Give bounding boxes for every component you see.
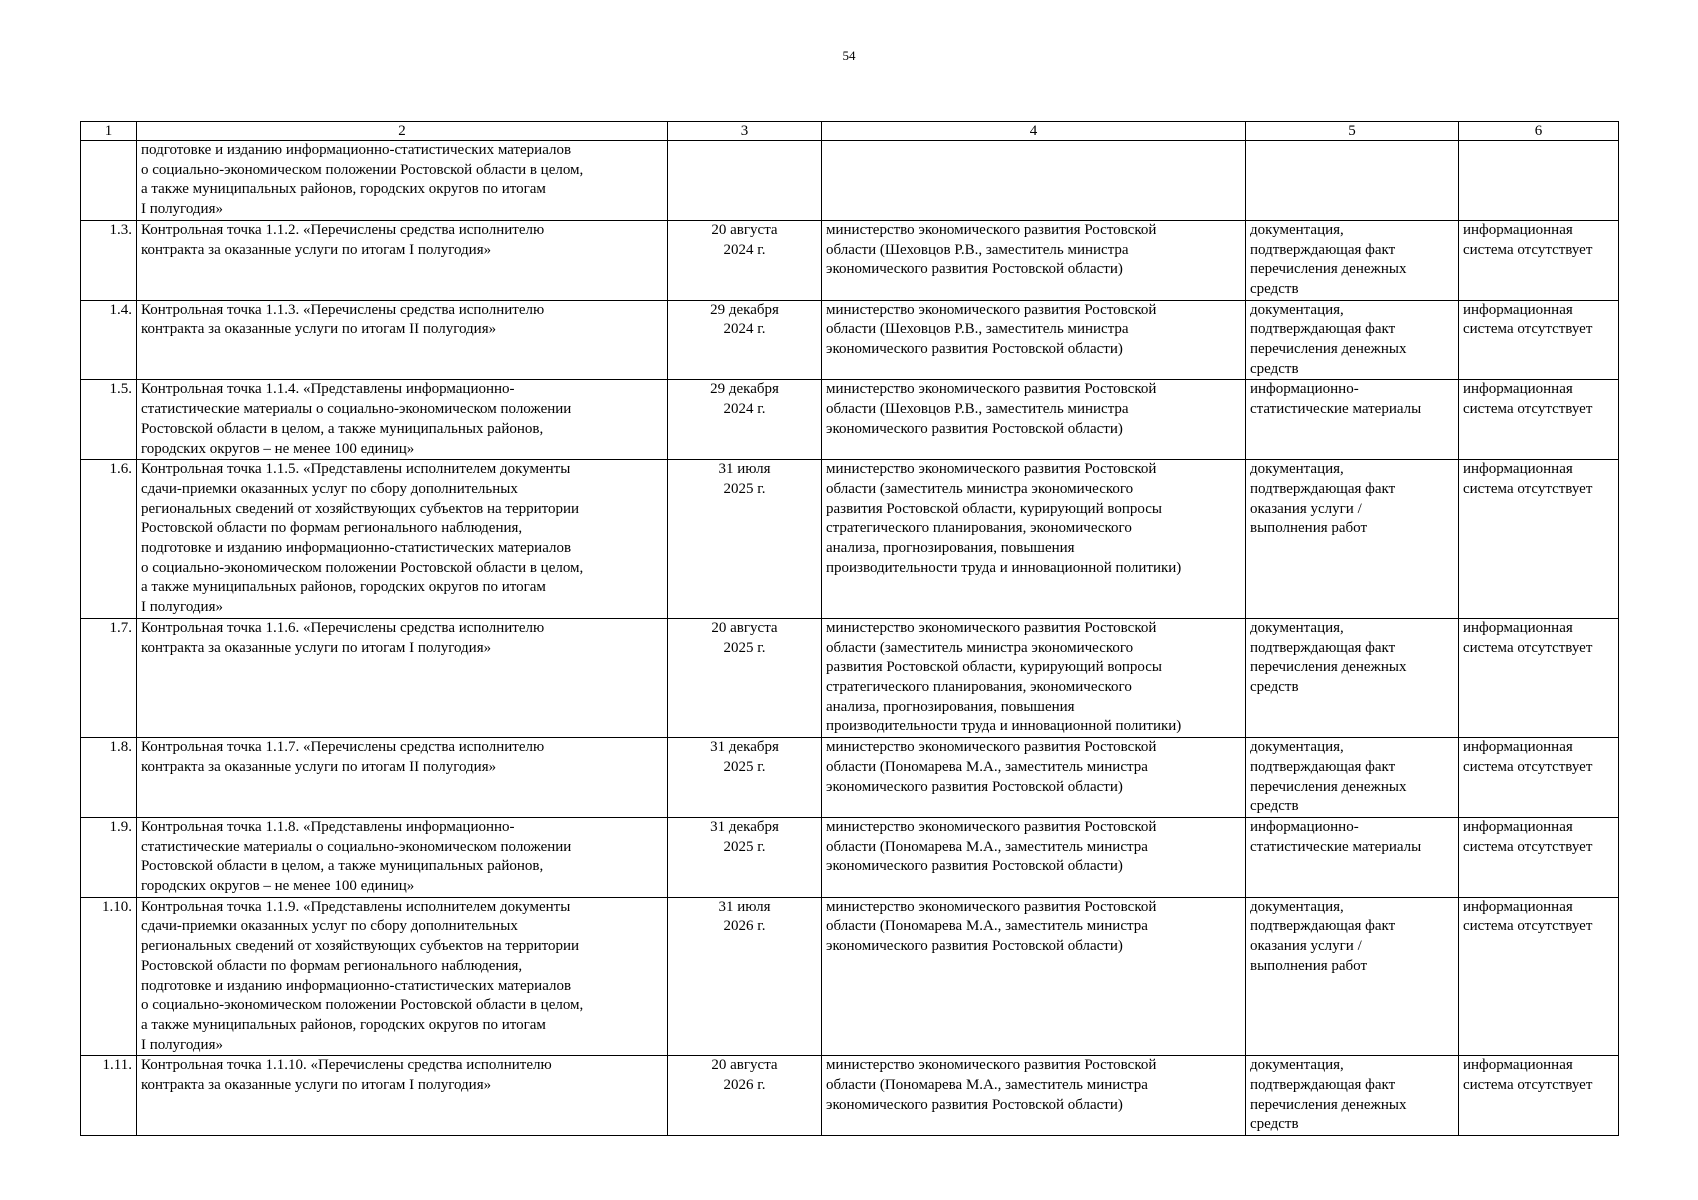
due-date: 29 декабря 2024 г. [668, 300, 822, 380]
table-row [81, 1056, 1619, 1136]
table-row [81, 220, 1619, 300]
responsible-executor: министерство экономического развития Ростовской области (Шеховцов Р.В., заместитель министра экономического развития Ростовской области) [822, 220, 1246, 300]
information-system: информационная система отсутствует [1459, 220, 1619, 300]
table-row [81, 300, 1619, 380]
control-points-table [80, 121, 1619, 1136]
confirming-document: документация, подтверждающая факт перечисления денежных средств [1246, 220, 1459, 300]
row-number: 1.11. [81, 1056, 137, 1136]
row-number: 1.8. [81, 738, 137, 818]
due-date: 20 августа 2025 г. [668, 618, 822, 737]
control-point-name: Контрольная точка 1.1.9. «Представлены исполнителем документы сдачи-приемки оказанных услуг по сбору дополнительных региональных сведений от хозяйствующих субъектов на территории Ростовской области по формам регионального наблюдения, подготовке и изданию информационно-статистических материалов о социально-экономическом положении Ростовской области в целом, а также муниципальных районов, городских округов по итогам I полугодия» [137, 897, 668, 1056]
information-system: информационная система отсутствует [1459, 1056, 1619, 1136]
information-system: информационная система отсутствует [1459, 817, 1619, 897]
column-header-3: 3 [668, 122, 822, 141]
due-date: 31 июля 2025 г. [668, 460, 822, 619]
table-body [81, 122, 1619, 1136]
control-point-name: Контрольная точка 1.1.4. «Представлены информационно- статистические материалы о социально-экономическом положении Ростовской области в целом, а также муниципальных районов, городских округов – не менее 100 единиц» [137, 380, 668, 460]
control-point-name: Контрольная точка 1.1.10. «Перечислены средства исполнителю контракта за оказанные услуги по итогам I полугодия» [137, 1056, 668, 1136]
responsible-executor: министерство экономического развития Ростовской области (Пономарева М.А., заместитель министра экономического развития Ростовской области) [822, 738, 1246, 818]
row-number: 1.6. [81, 460, 137, 619]
column-header-2: 2 [137, 122, 668, 141]
information-system: информационная система отсутствует [1459, 380, 1619, 460]
confirming-document: информационно- статистические материалы [1246, 817, 1459, 897]
information-system: информационная система отсутствует [1459, 300, 1619, 380]
control-point-name: Контрольная точка 1.1.7. «Перечислены средства исполнителю контракта за оказанные услуги по итогам II полугодия» [137, 738, 668, 818]
column-header-4: 4 [822, 122, 1246, 141]
table-row [81, 380, 1619, 460]
confirming-document: документация, подтверждающая факт перечисления денежных средств [1246, 738, 1459, 818]
confirming-document: документация, подтверждающая факт оказания услуги / выполнения работ [1246, 897, 1459, 1056]
row-number: 1.5. [81, 380, 137, 460]
due-date: 20 августа 2024 г. [668, 220, 822, 300]
responsible-executor: министерство экономического развития Ростовской области (Пономарева М.А., заместитель министра экономического развития Ростовской области) [822, 817, 1246, 897]
confirming-document: документация, подтверждающая факт перечисления денежных средств [1246, 300, 1459, 380]
due-date: 31 декабря 2025 г. [668, 817, 822, 897]
due-date [668, 141, 822, 221]
responsible-executor: министерство экономического развития Ростовской области (Пономарева М.А., заместитель министра экономического развития Ростовской области) [822, 1056, 1246, 1136]
table-row [81, 738, 1619, 818]
row-number [81, 141, 137, 221]
column-header-5: 5 [1246, 122, 1459, 141]
row-number: 1.7. [81, 618, 137, 737]
responsible-executor: министерство экономического развития Ростовской области (Пономарева М.А., заместитель министра экономического развития Ростовской области) [822, 897, 1246, 1056]
due-date: 20 августа 2026 г. [668, 1056, 822, 1136]
information-system: информационная система отсутствует [1459, 897, 1619, 1056]
row-number: 1.3. [81, 220, 137, 300]
responsible-executor: министерство экономического развития Ростовской области (Шеховцов Р.В., заместитель министра экономического развития Ростовской области) [822, 380, 1246, 460]
table-row [81, 141, 1619, 221]
column-header-6: 6 [1459, 122, 1619, 141]
confirming-document: документация, подтверждающая факт перечисления денежных средств [1246, 1056, 1459, 1136]
information-system: информационная система отсутствует [1459, 460, 1619, 619]
confirming-document [1246, 141, 1459, 221]
responsible-executor: министерство экономического развития Ростовской области (Шеховцов Р.В., заместитель министра экономического развития Ростовской области) [822, 300, 1246, 380]
confirming-document: информационно- статистические материалы [1246, 380, 1459, 460]
control-point-name: подготовке и изданию информационно-статистических материалов о социально-экономическом положении Ростовской области в целом, а также муниципальных районов, городских округов по итогам I полугодия» [137, 141, 668, 221]
control-point-name: Контрольная точка 1.1.8. «Представлены информационно- статистические материалы о социально-экономическом положении Ростовской области в целом, а также муниципальных районов, городских округов – не менее 100 единиц» [137, 817, 668, 897]
information-system [1459, 141, 1619, 221]
due-date: 29 декабря 2024 г. [668, 380, 822, 460]
row-number: 1.4. [81, 300, 137, 380]
row-number: 1.10. [81, 897, 137, 1056]
confirming-document: документация, подтверждающая факт перечисления денежных средств [1246, 618, 1459, 737]
control-point-name: Контрольная точка 1.1.5. «Представлены исполнителем документы сдачи-приемки оказанных услуг по сбору дополнительных региональных сведений от хозяйствующих субъектов на территории Ростовской области по формам регионального наблюдения, подготовке и изданию информационно-статистических материалов о социально-экономическом положении Ростовской области в целом, а также муниципальных районов, городских округов по итогам I полугодия» [137, 460, 668, 619]
responsible-executor: министерство экономического развития Ростовской области (заместитель министра экономического развития Ростовской области, курирующий вопросы стратегического планирования, экономического анализа, прогнозирования, повышения производительности труда и инновационной политики) [822, 618, 1246, 737]
information-system: информационная система отсутствует [1459, 618, 1619, 737]
table-row [81, 897, 1619, 1056]
table-row [81, 460, 1619, 619]
information-system: информационная система отсутствует [1459, 738, 1619, 818]
table-row [81, 618, 1619, 737]
table-row [81, 817, 1619, 897]
column-header-1: 1 [81, 122, 137, 141]
column-number-row [81, 122, 1619, 141]
due-date: 31 декабря 2025 г. [668, 738, 822, 818]
control-point-name: Контрольная точка 1.1.2. «Перечислены средства исполнителю контракта за оказанные услуги по итогам I полугодия» [137, 220, 668, 300]
responsible-executor [822, 141, 1246, 221]
control-point-name: Контрольная точка 1.1.3. «Перечислены средства исполнителю контракта за оказанные услуги по итогам II полугодия» [137, 300, 668, 380]
due-date: 31 июля 2026 г. [668, 897, 822, 1056]
row-number: 1.9. [81, 817, 137, 897]
control-point-name: Контрольная точка 1.1.6. «Перечислены средства исполнителю контракта за оказанные услуги по итогам I полугодия» [137, 618, 668, 737]
confirming-document: документация, подтверждающая факт оказания услуги / выполнения работ [1246, 460, 1459, 619]
page-number: 54 [842, 48, 856, 63]
responsible-executor: министерство экономического развития Ростовской области (заместитель министра экономического развития Ростовской области, курирующий вопросы стратегического планирования, экономического анализа, прогнозирования, повышения производительности труда и инновационной политики) [822, 460, 1246, 619]
